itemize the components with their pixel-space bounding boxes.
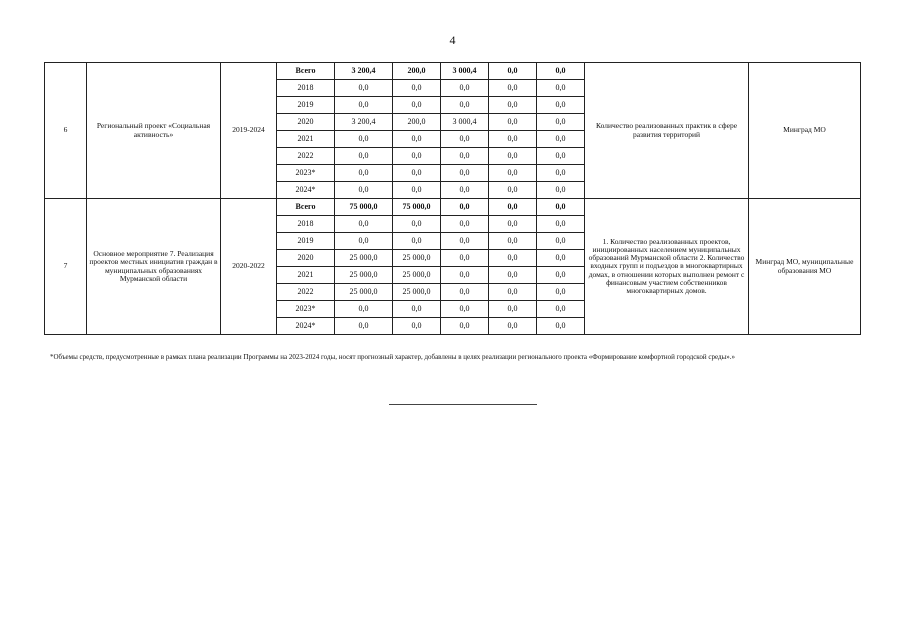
amount-cell: 0,0 bbox=[441, 97, 489, 114]
amount-cell: 0,0 bbox=[489, 148, 537, 165]
amount-cell: 0,0 bbox=[489, 318, 537, 335]
row-number: 6 bbox=[45, 63, 87, 199]
year-cell: 2022 bbox=[277, 148, 335, 165]
amount-cell: 0,0 bbox=[335, 148, 393, 165]
amount-cell: 0,0 bbox=[393, 318, 441, 335]
program-table bbox=[44, 62, 861, 335]
amount-cell: 0,0 bbox=[335, 182, 393, 199]
amount-cell: 0,0 bbox=[489, 63, 537, 80]
amount-cell: 0,0 bbox=[537, 182, 585, 199]
amount-cell: 0,0 bbox=[537, 216, 585, 233]
amount-cell: 0,0 bbox=[537, 63, 585, 80]
amount-cell: 0,0 bbox=[441, 267, 489, 284]
amount-cell: 0,0 bbox=[489, 114, 537, 131]
amount-cell: 25 000,0 bbox=[393, 267, 441, 284]
footnote: *Объемы средств, предусмотренные в рамках плана реализации Программы на 2023-2024 годы, носят прогнозный характер, добавлены в целях реализации регионального проекта «Формирование комфортной городской среды».» bbox=[50, 353, 735, 361]
amount-cell: 0,0 bbox=[441, 250, 489, 267]
amount-cell: 0,0 bbox=[537, 131, 585, 148]
year-cell: 2023* bbox=[277, 301, 335, 318]
amount-cell: 200,0 bbox=[393, 63, 441, 80]
amount-cell: 0,0 bbox=[441, 165, 489, 182]
amount-cell: 0,0 bbox=[393, 216, 441, 233]
amount-cell: 0,0 bbox=[441, 182, 489, 199]
amount-cell: 0,0 bbox=[441, 284, 489, 301]
amount-cell: 0,0 bbox=[393, 233, 441, 250]
amount-cell: 0,0 bbox=[393, 131, 441, 148]
indicator-description: Количество реализованных практик в сфере развития территорий bbox=[585, 63, 749, 199]
row-number: 7 bbox=[45, 199, 87, 335]
year-cell: 2020 bbox=[277, 250, 335, 267]
table-row bbox=[45, 63, 861, 80]
amount-cell: 0,0 bbox=[537, 233, 585, 250]
amount-cell: 0,0 bbox=[537, 114, 585, 131]
amount-cell: 3 000,4 bbox=[441, 114, 489, 131]
amount-cell: 0,0 bbox=[393, 165, 441, 182]
amount-cell: 0,0 bbox=[335, 233, 393, 250]
amount-cell: 0,0 bbox=[335, 301, 393, 318]
measure-name: Региональный проект «Социальная активность» bbox=[87, 63, 221, 199]
amount-cell: 200,0 bbox=[393, 114, 441, 131]
year-cell: 2022 bbox=[277, 284, 335, 301]
amount-cell: 0,0 bbox=[537, 284, 585, 301]
amount-cell: 0,0 bbox=[335, 97, 393, 114]
amount-cell: 0,0 bbox=[335, 216, 393, 233]
amount-cell: 0,0 bbox=[489, 267, 537, 284]
amount-cell: 0,0 bbox=[441, 318, 489, 335]
amount-cell: 0,0 bbox=[441, 80, 489, 97]
closing-line bbox=[389, 404, 537, 405]
amount-cell: 0,0 bbox=[489, 284, 537, 301]
amount-cell: 25 000,0 bbox=[393, 250, 441, 267]
amount-cell: 0,0 bbox=[489, 182, 537, 199]
amount-cell: 3 000,4 bbox=[441, 63, 489, 80]
amount-cell: 0,0 bbox=[537, 250, 585, 267]
amount-cell: 0,0 bbox=[537, 80, 585, 97]
amount-cell: 0,0 bbox=[441, 216, 489, 233]
executor: Минград МО, муниципальные образования МО bbox=[749, 199, 861, 335]
amount-cell: 75 000,0 bbox=[393, 199, 441, 216]
year-cell: 2024* bbox=[277, 182, 335, 199]
amount-cell: 0,0 bbox=[489, 250, 537, 267]
implementation-period: 2019-2024 bbox=[221, 63, 277, 199]
amount-cell: 75 000,0 bbox=[335, 199, 393, 216]
amount-cell: 3 200,4 bbox=[335, 63, 393, 80]
amount-cell: 0,0 bbox=[393, 301, 441, 318]
amount-cell: 0,0 bbox=[441, 301, 489, 318]
year-cell: 2018 bbox=[277, 80, 335, 97]
amount-cell: 0,0 bbox=[441, 131, 489, 148]
year-cell: 2021 bbox=[277, 131, 335, 148]
amount-cell: 0,0 bbox=[441, 233, 489, 250]
amount-cell: 0,0 bbox=[537, 165, 585, 182]
amount-cell: 3 200,4 bbox=[335, 114, 393, 131]
year-cell: Всего bbox=[277, 63, 335, 80]
amount-cell: 25 000,0 bbox=[335, 267, 393, 284]
amount-cell: 25 000,0 bbox=[335, 284, 393, 301]
amount-cell: 25 000,0 bbox=[393, 284, 441, 301]
amount-cell: 0,0 bbox=[441, 199, 489, 216]
year-cell: 2023* bbox=[277, 165, 335, 182]
amount-cell: 0,0 bbox=[489, 97, 537, 114]
executor: Минград МО bbox=[749, 63, 861, 199]
amount-cell: 0,0 bbox=[489, 80, 537, 97]
year-cell: 2021 bbox=[277, 267, 335, 284]
year-cell: 2018 bbox=[277, 216, 335, 233]
amount-cell: 0,0 bbox=[537, 318, 585, 335]
year-cell: 2019 bbox=[277, 97, 335, 114]
implementation-period: 2020-2022 bbox=[221, 199, 277, 335]
year-cell: 2019 bbox=[277, 233, 335, 250]
indicator-description: 1. Количество реализованных проектов, инициированных населением муниципальных образований Мурманской области 2. Количество входных групп и подъездов в многоквартирных домах, в отношении которых выполнен ремонт с финансовым участием собственников многоквартирных домов. bbox=[585, 199, 749, 335]
amount-cell: 0,0 bbox=[393, 148, 441, 165]
year-cell: 2024* bbox=[277, 318, 335, 335]
amount-cell: 0,0 bbox=[393, 182, 441, 199]
amount-cell: 0,0 bbox=[537, 148, 585, 165]
amount-cell: 0,0 bbox=[537, 301, 585, 318]
amount-cell: 25 000,0 bbox=[335, 250, 393, 267]
amount-cell: 0,0 bbox=[393, 97, 441, 114]
amount-cell: 0,0 bbox=[335, 165, 393, 182]
year-cell: 2020 bbox=[277, 114, 335, 131]
amount-cell: 0,0 bbox=[489, 131, 537, 148]
measure-name: Основное мероприятие 7. Реализация проектов местных инициатив граждан в муниципальных образованиях Мурманской области bbox=[87, 199, 221, 335]
amount-cell: 0,0 bbox=[489, 233, 537, 250]
amount-cell: 0,0 bbox=[441, 148, 489, 165]
amount-cell: 0,0 bbox=[393, 80, 441, 97]
amount-cell: 0,0 bbox=[335, 318, 393, 335]
amount-cell: 0,0 bbox=[489, 165, 537, 182]
amount-cell: 0,0 bbox=[489, 301, 537, 318]
amount-cell: 0,0 bbox=[489, 199, 537, 216]
amount-cell: 0,0 bbox=[537, 267, 585, 284]
amount-cell: 0,0 bbox=[489, 216, 537, 233]
table-row bbox=[45, 199, 861, 216]
page-number: 4 bbox=[449, 33, 456, 47]
amount-cell: 0,0 bbox=[537, 199, 585, 216]
amount-cell: 0,0 bbox=[537, 97, 585, 114]
amount-cell: 0,0 bbox=[335, 131, 393, 148]
amount-cell: 0,0 bbox=[335, 80, 393, 97]
year-cell: Всего bbox=[277, 199, 335, 216]
